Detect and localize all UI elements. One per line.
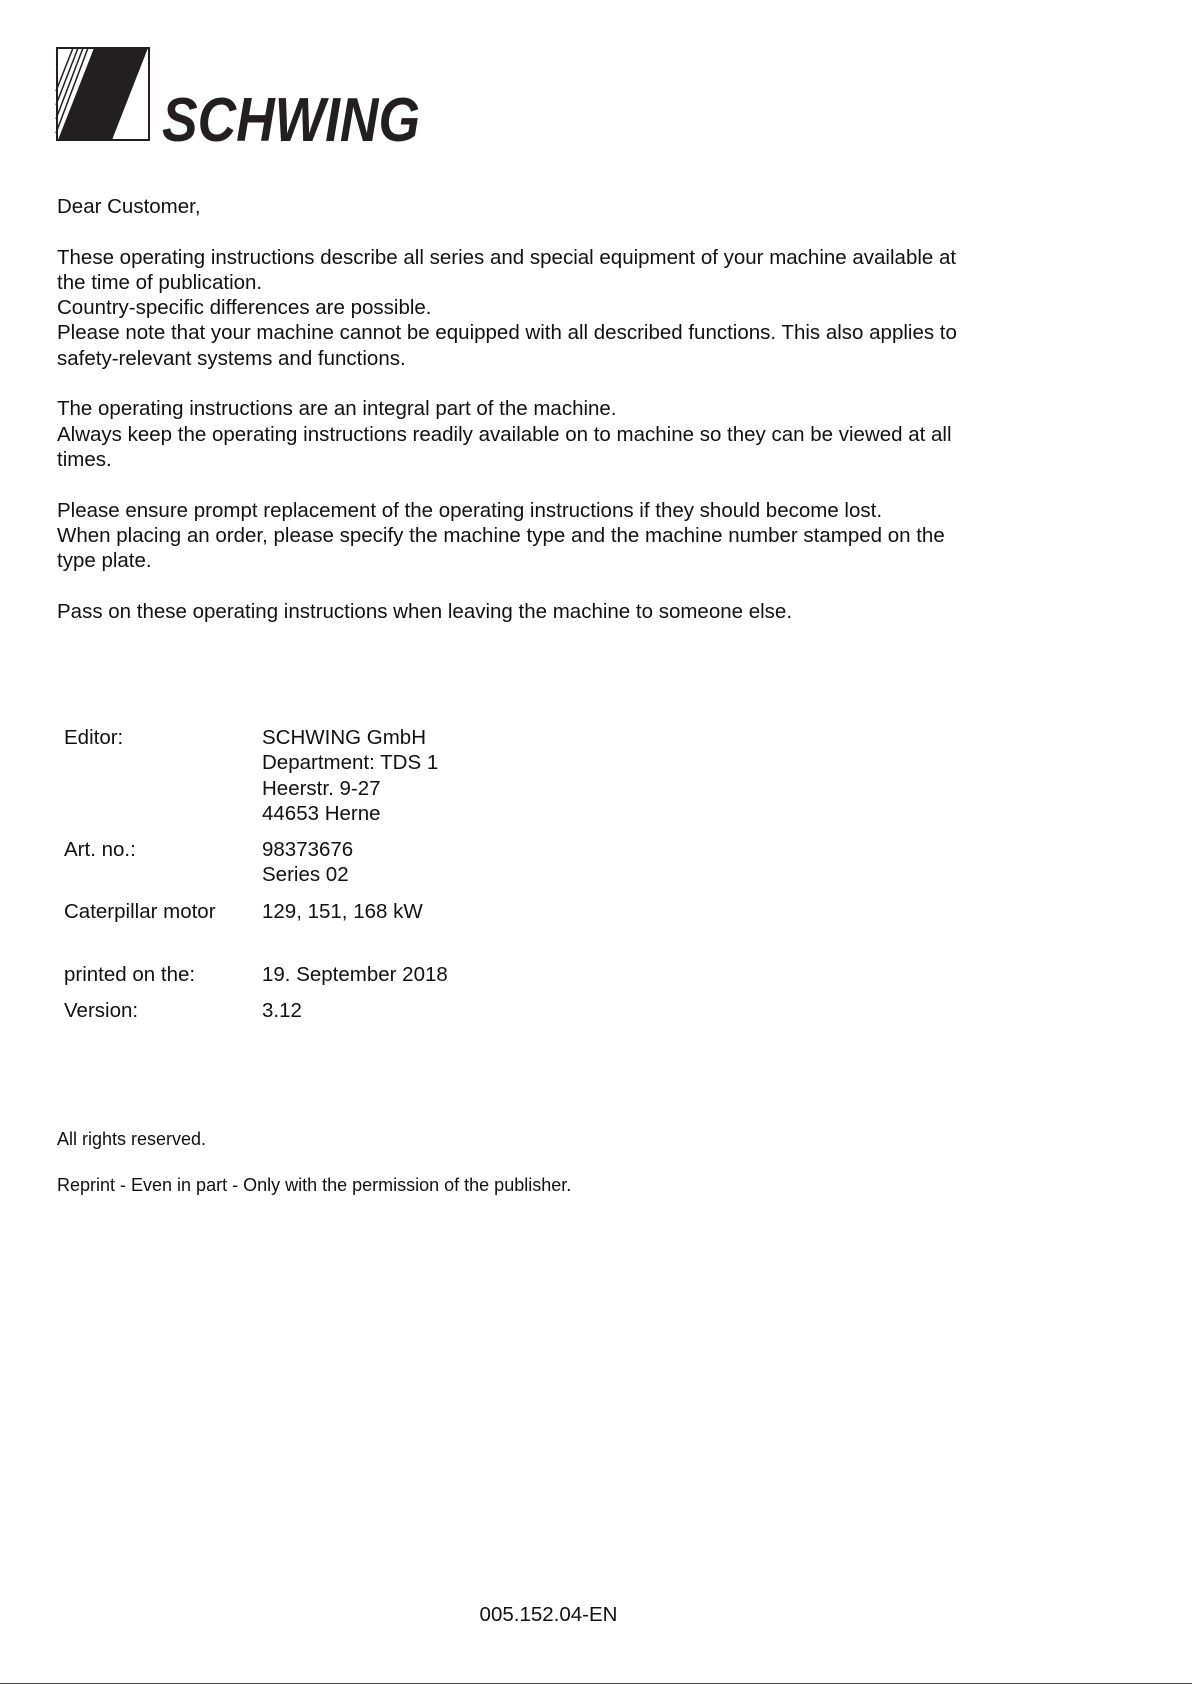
motor-value: 129, 151, 168 kW (262, 899, 423, 923)
art-no-value: 98373676 Series 02 (262, 838, 354, 887)
version-label: Version: (64, 999, 139, 1023)
motor-row (64, 899, 448, 962)
art-no-row (64, 837, 448, 899)
salutation: Dear Customer, (57, 195, 201, 218)
legal-notice (57, 1128, 571, 1220)
bottom-rule (0, 1683, 1192, 1684)
printed-row (64, 962, 448, 998)
motor-label: Caterpillar motor (64, 899, 216, 923)
version-row (64, 998, 448, 1034)
printed-value: 19. September 2018 (262, 963, 448, 987)
editor-value: SCHWING GmbH Department: TDS 1 Heerstr. 9-27 44653 Herne (262, 726, 439, 825)
paragraph-scope: These operating instructions describe all series and special equipment of your machine available at the time of publication. Country-specific differences are possible. Please note that your machine cannot be equipped with all described functions. This also applies to safety-relevant systems and functions. (57, 245, 957, 370)
letter-body (57, 194, 1057, 649)
paragraph-integral-part: The operating instructions are an integral part of the machine. Always keep the operating instructions readily available on to machine so they can be viewed at all times. (57, 397, 952, 471)
art-no-label: Art. no.: (64, 838, 136, 862)
publication-details (64, 725, 448, 1035)
document-code: 005.152.04-EN (479, 1603, 618, 1626)
paragraph-replacement: Please ensure prompt replacement of the operating instructions if they should become lost. When placing an order, please specify the machine type and the machine number stamped on the type plate. (57, 498, 945, 573)
rights-reserved: All rights reserved. (57, 1129, 207, 1149)
reprint-notice: Reprint - Even in part - Only with the permission of the publisher. (57, 1175, 572, 1195)
paragraph-pass-on: Pass on these operating instructions when leaving the machine to someone else. (57, 599, 793, 623)
version-value: 3.12 (262, 999, 302, 1023)
schwing-logo (56, 47, 426, 155)
editor-row (64, 725, 448, 837)
editor-label: Editor: (64, 726, 124, 749)
logo-wordmark: SCHWING (162, 86, 420, 155)
printed-label: printed on the: (64, 963, 196, 987)
